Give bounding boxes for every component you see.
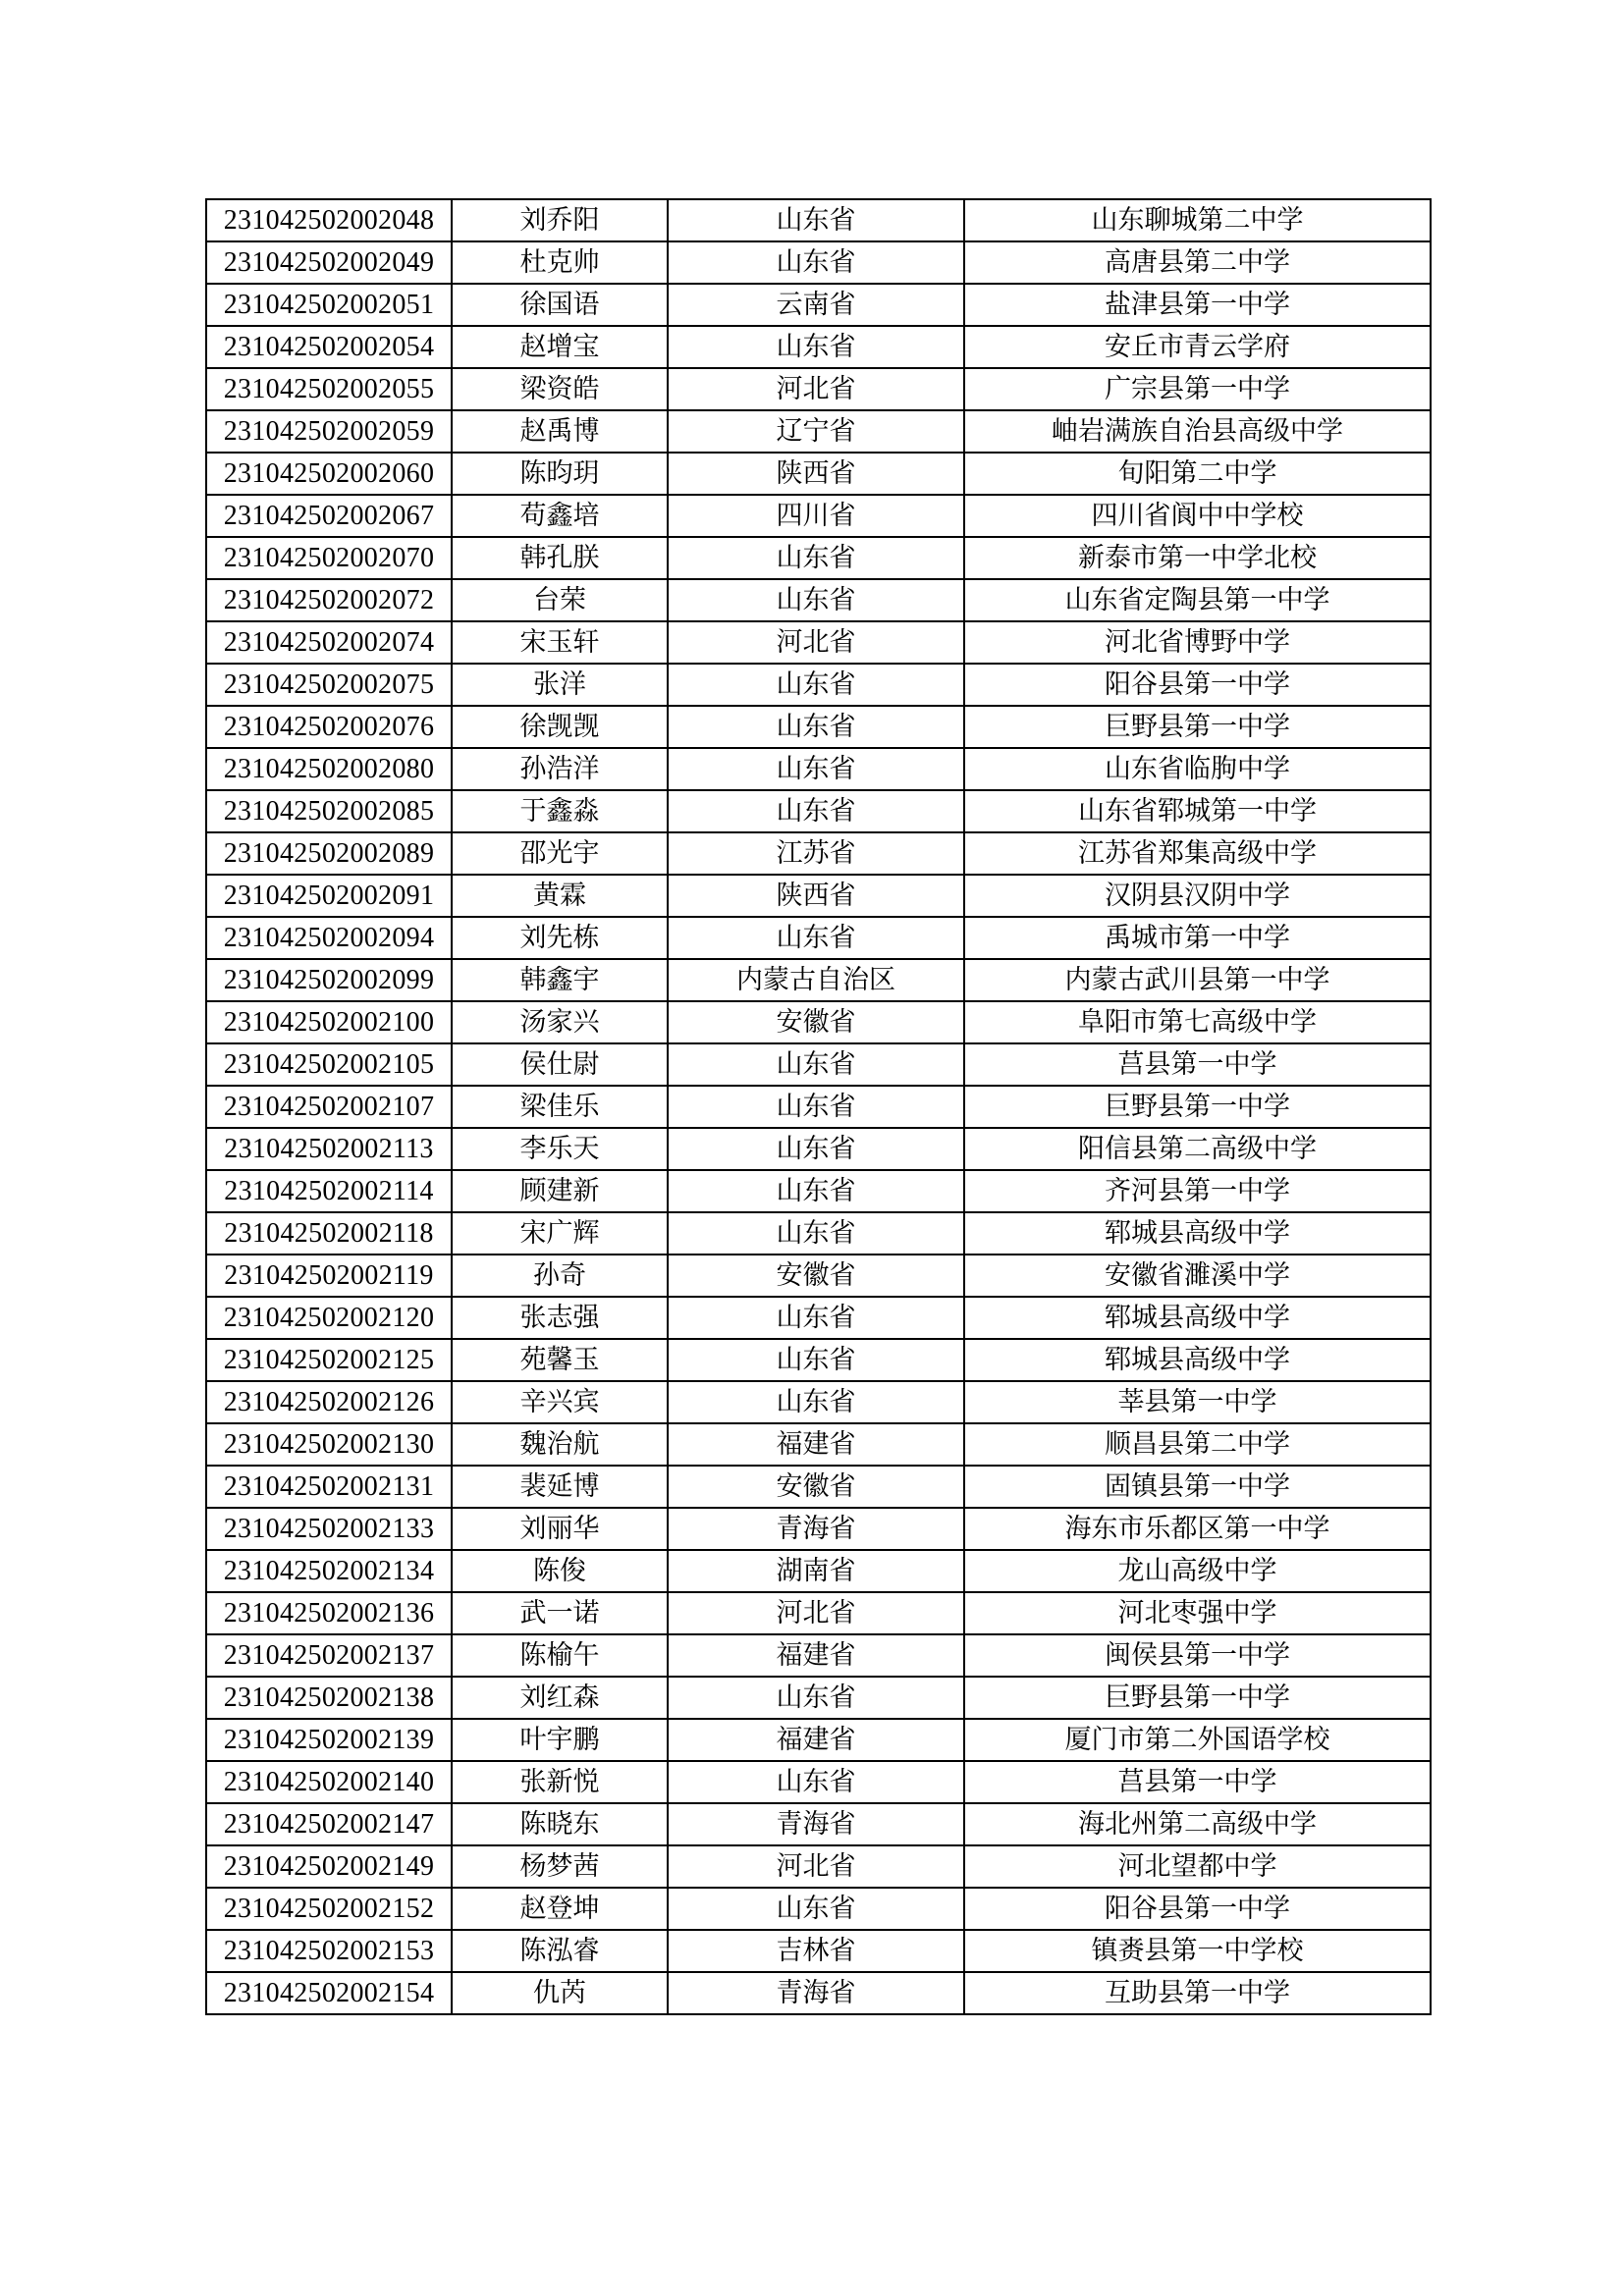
- school-cell: 阜阳市第七高级中学: [964, 1001, 1431, 1043]
- name-cell: 魏治航: [452, 1423, 668, 1466]
- candidate-id-cell: 231042502002067: [206, 495, 452, 537]
- name-cell: 徐觊觊: [452, 706, 668, 748]
- table-row: [206, 1634, 1431, 1677]
- name-cell: 赵登坤: [452, 1888, 668, 1930]
- province-cell: 河北省: [668, 621, 964, 664]
- candidate-id-cell: 231042502002085: [206, 790, 452, 832]
- table-row: [206, 1972, 1431, 2014]
- name-cell: 张志强: [452, 1297, 668, 1339]
- province-cell: 河北省: [668, 1845, 964, 1888]
- name-cell: 杨梦茜: [452, 1845, 668, 1888]
- table-row: [206, 1170, 1431, 1212]
- name-cell: 于鑫淼: [452, 790, 668, 832]
- province-cell: 陕西省: [668, 453, 964, 495]
- province-cell: 山东省: [668, 1888, 964, 1930]
- school-cell: 内蒙古武川县第一中学: [964, 959, 1431, 1001]
- province-cell: 山东省: [668, 241, 964, 284]
- table-row: [206, 1803, 1431, 1845]
- province-cell: 陕西省: [668, 875, 964, 917]
- table-row: [206, 1255, 1431, 1297]
- table-row: [206, 1761, 1431, 1803]
- province-cell: 山东省: [668, 664, 964, 706]
- school-cell: 河北望都中学: [964, 1845, 1431, 1888]
- table-row: [206, 537, 1431, 579]
- name-cell: 刘乔阳: [452, 199, 668, 241]
- table-row: [206, 199, 1431, 241]
- name-cell: 侯仕尉: [452, 1043, 668, 1086]
- province-cell: 江苏省: [668, 832, 964, 875]
- province-cell: 河北省: [668, 1592, 964, 1634]
- table-row: [206, 917, 1431, 959]
- school-cell: 镇赉县第一中学校: [964, 1930, 1431, 1972]
- table-row: [206, 1297, 1431, 1339]
- table-row: [206, 1128, 1431, 1170]
- province-cell: 山东省: [668, 1043, 964, 1086]
- table-row: [206, 1086, 1431, 1128]
- table-row: [206, 748, 1431, 790]
- province-cell: 安徽省: [668, 1001, 964, 1043]
- name-cell: 陈榆午: [452, 1634, 668, 1677]
- province-cell: 山东省: [668, 1677, 964, 1719]
- candidate-id-cell: 231042502002094: [206, 917, 452, 959]
- candidate-id-cell: 231042502002118: [206, 1212, 452, 1255]
- school-cell: 新泰市第一中学北校: [964, 537, 1431, 579]
- school-cell: 巨野县第一中学: [964, 1677, 1431, 1719]
- school-cell: 安丘市青云学府: [964, 326, 1431, 368]
- province-cell: 河北省: [668, 368, 964, 410]
- province-cell: 山东省: [668, 1128, 964, 1170]
- province-cell: 山东省: [668, 199, 964, 241]
- candidate-id-cell: 231042502002070: [206, 537, 452, 579]
- school-cell: 阳谷县第一中学: [964, 664, 1431, 706]
- school-cell: 互助县第一中学: [964, 1972, 1431, 2014]
- table-row: [206, 453, 1431, 495]
- province-cell: 山东省: [668, 1339, 964, 1381]
- province-cell: 四川省: [668, 495, 964, 537]
- school-cell: 郓城县高级中学: [964, 1339, 1431, 1381]
- province-cell: 云南省: [668, 284, 964, 326]
- school-cell: 河北枣强中学: [964, 1592, 1431, 1634]
- table-row: [206, 1888, 1431, 1930]
- candidate-id-cell: 231042502002147: [206, 1803, 452, 1845]
- school-cell: 旬阳第二中学: [964, 453, 1431, 495]
- name-cell: 刘先栋: [452, 917, 668, 959]
- name-cell: 叶宇鹏: [452, 1719, 668, 1761]
- school-cell: 郓城县高级中学: [964, 1212, 1431, 1255]
- candidate-id-cell: 231042502002131: [206, 1466, 452, 1508]
- name-cell: 赵增宝: [452, 326, 668, 368]
- school-cell: 郓城县高级中学: [964, 1297, 1431, 1339]
- candidate-id-cell: 231042502002133: [206, 1508, 452, 1550]
- school-cell: 高唐县第二中学: [964, 241, 1431, 284]
- table-row: [206, 1423, 1431, 1466]
- province-cell: 福建省: [668, 1423, 964, 1466]
- candidate-id-cell: 231042502002130: [206, 1423, 452, 1466]
- school-cell: 海北州第二高级中学: [964, 1803, 1431, 1845]
- table-row: [206, 1719, 1431, 1761]
- school-cell: 禹城市第一中学: [964, 917, 1431, 959]
- candidate-id-cell: 231042502002134: [206, 1550, 452, 1592]
- candidate-id-cell: 231042502002075: [206, 664, 452, 706]
- table-row: [206, 1508, 1431, 1550]
- name-cell: 梁佳乐: [452, 1086, 668, 1128]
- name-cell: 汤家兴: [452, 1001, 668, 1043]
- name-cell: 黄霖: [452, 875, 668, 917]
- school-cell: 闽侯县第一中学: [964, 1634, 1431, 1677]
- table-row: [206, 1043, 1431, 1086]
- name-cell: 刘丽华: [452, 1508, 668, 1550]
- province-cell: 山东省: [668, 917, 964, 959]
- name-cell: 宋广辉: [452, 1212, 668, 1255]
- table-row: [206, 1845, 1431, 1888]
- name-cell: 仇芮: [452, 1972, 668, 2014]
- name-cell: 陈泓睿: [452, 1930, 668, 1972]
- candidate-id-cell: 231042502002125: [206, 1339, 452, 1381]
- name-cell: 刘红森: [452, 1677, 668, 1719]
- candidate-id-cell: 231042502002059: [206, 410, 452, 453]
- school-cell: 广宗县第一中学: [964, 368, 1431, 410]
- name-cell: 陈俊: [452, 1550, 668, 1592]
- table-row: [206, 959, 1431, 1001]
- name-cell: 宋玉轩: [452, 621, 668, 664]
- province-cell: 青海省: [668, 1803, 964, 1845]
- name-cell: 李乐天: [452, 1128, 668, 1170]
- candidate-id-cell: 231042502002114: [206, 1170, 452, 1212]
- name-cell: 韩孔朕: [452, 537, 668, 579]
- province-cell: 安徽省: [668, 1255, 964, 1297]
- province-cell: 山东省: [668, 790, 964, 832]
- province-cell: 山东省: [668, 579, 964, 621]
- table-row: [206, 1550, 1431, 1592]
- candidate-id-cell: 231042502002055: [206, 368, 452, 410]
- candidate-id-cell: 231042502002152: [206, 1888, 452, 1930]
- school-cell: 巨野县第一中学: [964, 706, 1431, 748]
- province-cell: 湖南省: [668, 1550, 964, 1592]
- table-row: [206, 241, 1431, 284]
- name-cell: 杜克帅: [452, 241, 668, 284]
- candidate-id-cell: 231042502002049: [206, 241, 452, 284]
- candidate-id-cell: 231042502002154: [206, 1972, 452, 2014]
- candidate-id-cell: 231042502002074: [206, 621, 452, 664]
- table-row: [206, 706, 1431, 748]
- table-row: [206, 368, 1431, 410]
- candidate-id-cell: 231042502002060: [206, 453, 452, 495]
- province-cell: 福建省: [668, 1634, 964, 1677]
- table-row: [206, 1212, 1431, 1255]
- candidate-id-cell: 231042502002099: [206, 959, 452, 1001]
- candidate-id-cell: 231042502002048: [206, 199, 452, 241]
- school-cell: 阳信县第二高级中学: [964, 1128, 1431, 1170]
- candidate-id-cell: 231042502002080: [206, 748, 452, 790]
- province-cell: 山东省: [668, 1212, 964, 1255]
- candidate-id-cell: 231042502002107: [206, 1086, 452, 1128]
- school-cell: 山东聊城第二中学: [964, 199, 1431, 241]
- table-row: [206, 326, 1431, 368]
- candidate-id-cell: 231042502002137: [206, 1634, 452, 1677]
- candidate-id-cell: 231042502002113: [206, 1128, 452, 1170]
- name-cell: 苑馨玉: [452, 1339, 668, 1381]
- school-cell: 山东省临朐中学: [964, 748, 1431, 790]
- candidate-id-cell: 231042502002139: [206, 1719, 452, 1761]
- table-row: [206, 495, 1431, 537]
- province-cell: 山东省: [668, 1297, 964, 1339]
- name-cell: 台荣: [452, 579, 668, 621]
- school-cell: 顺昌县第二中学: [964, 1423, 1431, 1466]
- candidate-id-cell: 231042502002089: [206, 832, 452, 875]
- school-cell: 巨野县第一中学: [964, 1086, 1431, 1128]
- province-cell: 山东省: [668, 326, 964, 368]
- province-cell: 福建省: [668, 1719, 964, 1761]
- table-row: [206, 1381, 1431, 1423]
- school-cell: 山东省郓城第一中学: [964, 790, 1431, 832]
- roster-table-body: [206, 199, 1431, 2014]
- candidate-id-cell: 231042502002119: [206, 1255, 452, 1297]
- province-cell: 山东省: [668, 1761, 964, 1803]
- school-cell: 盐津县第一中学: [964, 284, 1431, 326]
- name-cell: 张洋: [452, 664, 668, 706]
- name-cell: 辛兴宾: [452, 1381, 668, 1423]
- candidate-id-cell: 231042502002140: [206, 1761, 452, 1803]
- name-cell: 陈昀玥: [452, 453, 668, 495]
- table-row: [206, 1001, 1431, 1043]
- school-cell: 阳谷县第一中学: [964, 1888, 1431, 1930]
- candidate-id-cell: 231042502002072: [206, 579, 452, 621]
- candidate-id-cell: 231042502002153: [206, 1930, 452, 1972]
- province-cell: 内蒙古自治区: [668, 959, 964, 1001]
- province-cell: 青海省: [668, 1972, 964, 2014]
- name-cell: 陈晓东: [452, 1803, 668, 1845]
- candidate-id-cell: 231042502002105: [206, 1043, 452, 1086]
- school-cell: 四川省阆中中学校: [964, 495, 1431, 537]
- province-cell: 山东省: [668, 1170, 964, 1212]
- table-row: [206, 790, 1431, 832]
- name-cell: 张新悦: [452, 1761, 668, 1803]
- name-cell: 裴延博: [452, 1466, 668, 1508]
- candidate-id-cell: 231042502002091: [206, 875, 452, 917]
- province-cell: 山东省: [668, 1086, 964, 1128]
- table-row: [206, 1592, 1431, 1634]
- name-cell: 苟鑫培: [452, 495, 668, 537]
- school-cell: 岫岩满族自治县高级中学: [964, 410, 1431, 453]
- candidate-id-cell: 231042502002126: [206, 1381, 452, 1423]
- roster-table: [205, 198, 1432, 2015]
- candidate-id-cell: 231042502002076: [206, 706, 452, 748]
- name-cell: 赵禹博: [452, 410, 668, 453]
- table-row: [206, 875, 1431, 917]
- table-row: [206, 284, 1431, 326]
- school-cell: 安徽省濉溪中学: [964, 1255, 1431, 1297]
- school-cell: 莒县第一中学: [964, 1043, 1431, 1086]
- table-row: [206, 664, 1431, 706]
- school-cell: 莘县第一中学: [964, 1381, 1431, 1423]
- school-cell: 汉阴县汉阴中学: [964, 875, 1431, 917]
- school-cell: 海东市乐都区第一中学: [964, 1508, 1431, 1550]
- province-cell: 吉林省: [668, 1930, 964, 1972]
- candidate-id-cell: 231042502002149: [206, 1845, 452, 1888]
- candidate-id-cell: 231042502002054: [206, 326, 452, 368]
- candidate-id-cell: 231042502002100: [206, 1001, 452, 1043]
- name-cell: 梁资皓: [452, 368, 668, 410]
- table-row: [206, 1466, 1431, 1508]
- table-row: [206, 579, 1431, 621]
- name-cell: 邵光宇: [452, 832, 668, 875]
- province-cell: 山东省: [668, 706, 964, 748]
- name-cell: 孙奇: [452, 1255, 668, 1297]
- candidate-id-cell: 231042502002136: [206, 1592, 452, 1634]
- school-cell: 固镇县第一中学: [964, 1466, 1431, 1508]
- name-cell: 顾建新: [452, 1170, 668, 1212]
- province-cell: 青海省: [668, 1508, 964, 1550]
- province-cell: 山东省: [668, 748, 964, 790]
- name-cell: 韩鑫宇: [452, 959, 668, 1001]
- school-cell: 莒县第一中学: [964, 1761, 1431, 1803]
- school-cell: 江苏省郑集高级中学: [964, 832, 1431, 875]
- province-cell: 山东省: [668, 1381, 964, 1423]
- table-row: [206, 832, 1431, 875]
- province-cell: 安徽省: [668, 1466, 964, 1508]
- name-cell: 孙浩洋: [452, 748, 668, 790]
- school-cell: 厦门市第二外国语学校: [964, 1719, 1431, 1761]
- candidate-id-cell: 231042502002120: [206, 1297, 452, 1339]
- province-cell: 山东省: [668, 537, 964, 579]
- school-cell: 齐河县第一中学: [964, 1170, 1431, 1212]
- candidate-id-cell: 231042502002138: [206, 1677, 452, 1719]
- school-cell: 河北省博野中学: [964, 621, 1431, 664]
- table-row: [206, 1930, 1431, 1972]
- table-row: [206, 621, 1431, 664]
- table-row: [206, 1339, 1431, 1381]
- school-cell: 龙山高级中学: [964, 1550, 1431, 1592]
- province-cell: 辽宁省: [668, 410, 964, 453]
- name-cell: 徐国语: [452, 284, 668, 326]
- name-cell: 武一诺: [452, 1592, 668, 1634]
- school-cell: 山东省定陶县第一中学: [964, 579, 1431, 621]
- table-row: [206, 410, 1431, 453]
- table-row: [206, 1677, 1431, 1719]
- candidate-id-cell: 231042502002051: [206, 284, 452, 326]
